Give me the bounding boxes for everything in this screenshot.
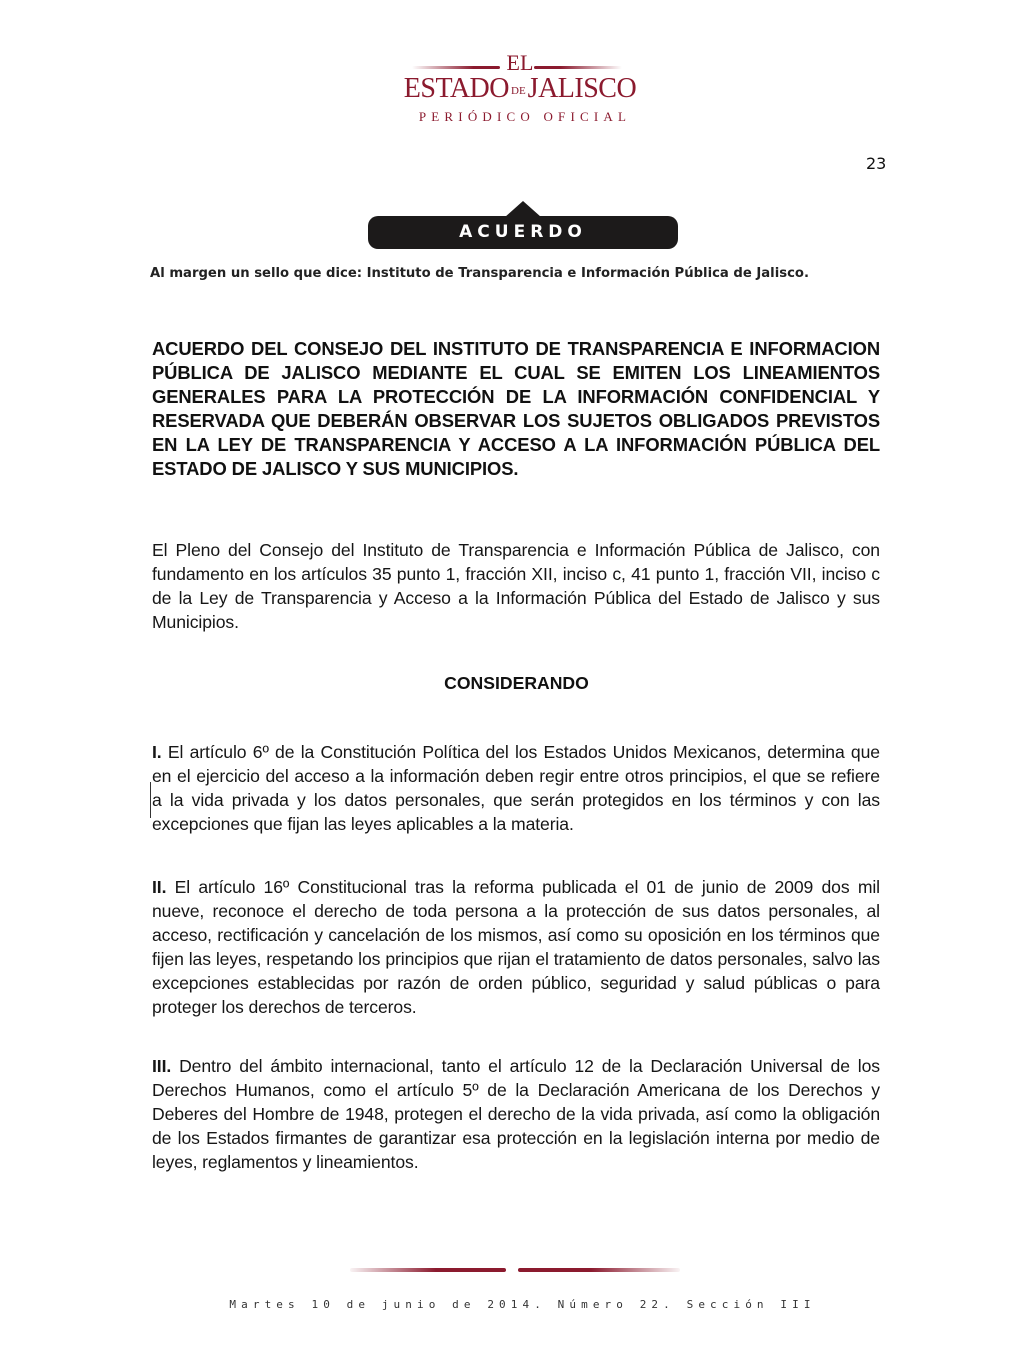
numeral-3: III.: [152, 1056, 172, 1076]
masthead-title: [380, 75, 660, 105]
numeral-2: II.: [152, 877, 167, 897]
margin-note: Al margen un sello que dice: Instituto de Transparencia e Información Pública de Jalisco.: [150, 266, 809, 281]
banner-label: ACUERDO: [368, 216, 678, 249]
footer-date-issue: Martes 10 de junio de 2014. Número 22. Sección III: [229, 1298, 816, 1311]
document-title: ACUERDO DEL CONSEJO DEL INSTITUTO DE TRANSPARENCIA E INFORMACION PÚBLICA DE JALISCO MEDIANTE EL CUAL SE EMITEN LOS LINEAMIENTOS GENERALES PARA LA PROTECCIÓN DE LA INFORMACIÓN CONFIDENCIAL Y RESERVADA QUE DEBERÁN OBSERVAR LOS SUJETOS OBLIGADOS PREVISTOS EN LA LEY DE TRANSPARENCIA Y ACCESO A LA INFORMACIÓN PÚBLICA DEL ESTADO DE JALISCO Y SUS MUNICIPIOS.: [152, 338, 880, 479]
banner-triangle: [505, 201, 541, 217]
page-number: 23: [866, 154, 887, 173]
footer-rule-right: [518, 1268, 680, 1272]
masthead-logo: [380, 52, 660, 132]
masthead-rule-right: [534, 66, 622, 69]
section-banner: [368, 201, 678, 249]
masthead-de: DE: [511, 85, 526, 97]
considerando-1-text: El artículo 6º de la Constitución Política del los Estados Unidos Mexicanos, determina que en el ejercicio del acceso a la información deben regir entre otros principios, el que se refiere a la vida privada y los datos personales, que serán protegidos en los términos y con las excepciones que fijan las leyes aplicables a la materia.: [152, 742, 880, 834]
footer-rule-left: [350, 1268, 506, 1272]
text-cursor-mark: [150, 782, 151, 818]
numeral-1: I.: [152, 742, 162, 762]
considerando-3-text: Dentro del ámbito internacional, tanto el artículo 12 de la Declaración Universal de los Derechos Humanos, como el artículo 5º de la Declaración Americana de los Derechos y Deberes del Hombre de 1948, protegen el derecho de la vida privada, así como la obligación de los Estados firmantes de garantizar esa protección en la legislación interna por medio de leyes, reglamentos y lineamientos.: [152, 1056, 880, 1172]
considerando-1: [152, 740, 880, 836]
section-heading: CONSIDERANDO: [444, 673, 589, 693]
considerando-2: [152, 875, 880, 1019]
considerando-2-text: El artículo 16º Constitucional tras la reforma publicada el 01 de junio de 2009 dos mil nueve, reconoce el derecho de toda persona a la protección de sus datos personales, al acceso, rectificación y cancelación de los mismos, así como su oposición en los términos que fijen las leyes, respetando los principios que rijan el tratamiento de datos personales, salvo las excepciones establecidas por razón de orden público, seguridad y salud públicas o para proteger los derechos de terceros.: [152, 877, 880, 1017]
masthead-jalisco: JALISCO: [527, 73, 637, 104]
considerando-3: [152, 1054, 880, 1174]
masthead-line1: [380, 52, 660, 74]
masthead-el: EL: [506, 50, 534, 75]
masthead-subtitle: PERIÓDICO OFICIAL: [418, 109, 632, 124]
intro-paragraph: El Pleno del Consejo del Instituto de Transparencia e Información Pública de Jalisco, con fundamento en los artículos 35 punto 1, fracción XII, inciso c, 41 punto 1, fracción VII, inciso c de la Ley de Transparencia y Acceso a la Información Pública del Estado de Jalisco y sus Municipios.: [152, 540, 880, 632]
masthead-estado: ESTADO: [403, 73, 509, 104]
